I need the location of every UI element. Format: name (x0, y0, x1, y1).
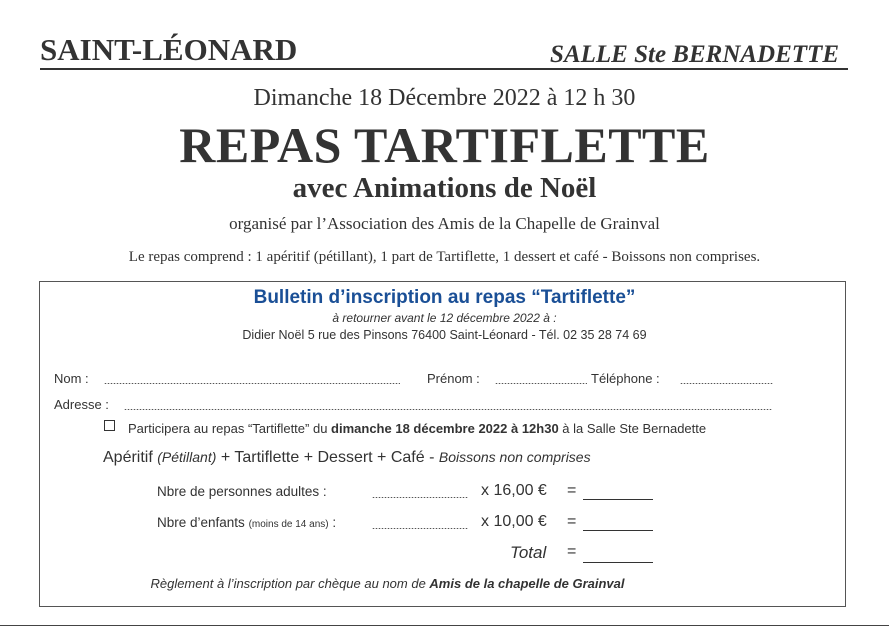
event-title: REPAS TARTIFLETTE (179, 117, 710, 173)
event-subtitle: avec Animations de Noël (292, 172, 597, 204)
return-address: Didier Noël 5 rue des Pinsons 76400 Saint-Léonard - Tél. 02 35 28 74 69 (242, 328, 647, 342)
menu-petillant: (Pétillant) (157, 449, 217, 465)
children-colon: : (328, 515, 337, 530)
menu-rest: + Tartiflette + Dessert + Café - (216, 449, 439, 466)
total-label: Total (510, 543, 547, 562)
adults-count-field[interactable] (372, 497, 468, 498)
participation-date: dimanche 18 décembre 2022 à 12h30 (331, 421, 559, 436)
menu-aperitif: Apéritif (103, 449, 158, 466)
adults-equals: = (567, 482, 577, 499)
adults-amount-field[interactable] (583, 499, 653, 500)
menu-line (103, 449, 591, 467)
participation-checkbox[interactable] (104, 420, 115, 431)
form-title: Bulletin d’inscription au repas “Tartiflette” (253, 287, 636, 308)
children-price: x 10,00 € (481, 513, 547, 530)
children-label-text: Nbre d’enfants (157, 515, 249, 530)
prenom-field[interactable] (495, 383, 587, 384)
participation-text (128, 421, 706, 436)
payment-text: Règlement à l’inscription par chèque au nom de (150, 576, 430, 591)
meal-info: Le repas comprend : 1 apéritif (pétillant), 1 part de Tartiflette, 1 dessert et café - Boissons non comprises. (128, 249, 761, 265)
payment-payee: Amis de la chapelle de Grainval (429, 576, 625, 591)
children-count-field[interactable] (372, 528, 468, 529)
bottom-divider (0, 625, 889, 626)
prenom-label: Prénom : (427, 371, 480, 386)
venue-town: SAINT-LÉONARD (40, 32, 298, 67)
participation-part3: à la Salle Ste Bernadette (558, 421, 707, 436)
total-amount-field[interactable] (583, 562, 653, 563)
adults-price: x 16,00 € (481, 482, 547, 499)
telephone-field[interactable] (680, 383, 773, 384)
return-deadline: à retourner avant le 12 décembre 2022 à : (332, 311, 557, 325)
menu-boissons: Boissons non comprises (438, 449, 591, 465)
payment-instructions (0, 576, 775, 591)
participation-part1: Participera au repas “Tartiflette” du (128, 421, 332, 436)
children-equals: = (567, 513, 577, 530)
event-date: Dimanche 18 Décembre 2022 à 12 h 30 (253, 85, 636, 111)
event-organizer: organisé par l’Association des Amis de la Chapelle de Grainval (229, 214, 660, 233)
children-amount-field[interactable] (583, 530, 653, 531)
adults-label: Nbre de personnes adultes : (157, 484, 327, 499)
children-age-note: (moins de 14 ans) (248, 519, 329, 530)
telephone-label: Téléphone : (591, 371, 660, 386)
children-label (157, 515, 336, 530)
total-equals: = (567, 543, 577, 560)
venue-hall: SALLE Ste BERNADETTE (550, 41, 839, 68)
adresse-field[interactable] (124, 409, 772, 410)
nom-field[interactable] (104, 383, 400, 384)
adresse-label: Adresse : (54, 397, 109, 412)
header-divider (40, 68, 848, 70)
nom-label: Nom : (54, 371, 89, 386)
